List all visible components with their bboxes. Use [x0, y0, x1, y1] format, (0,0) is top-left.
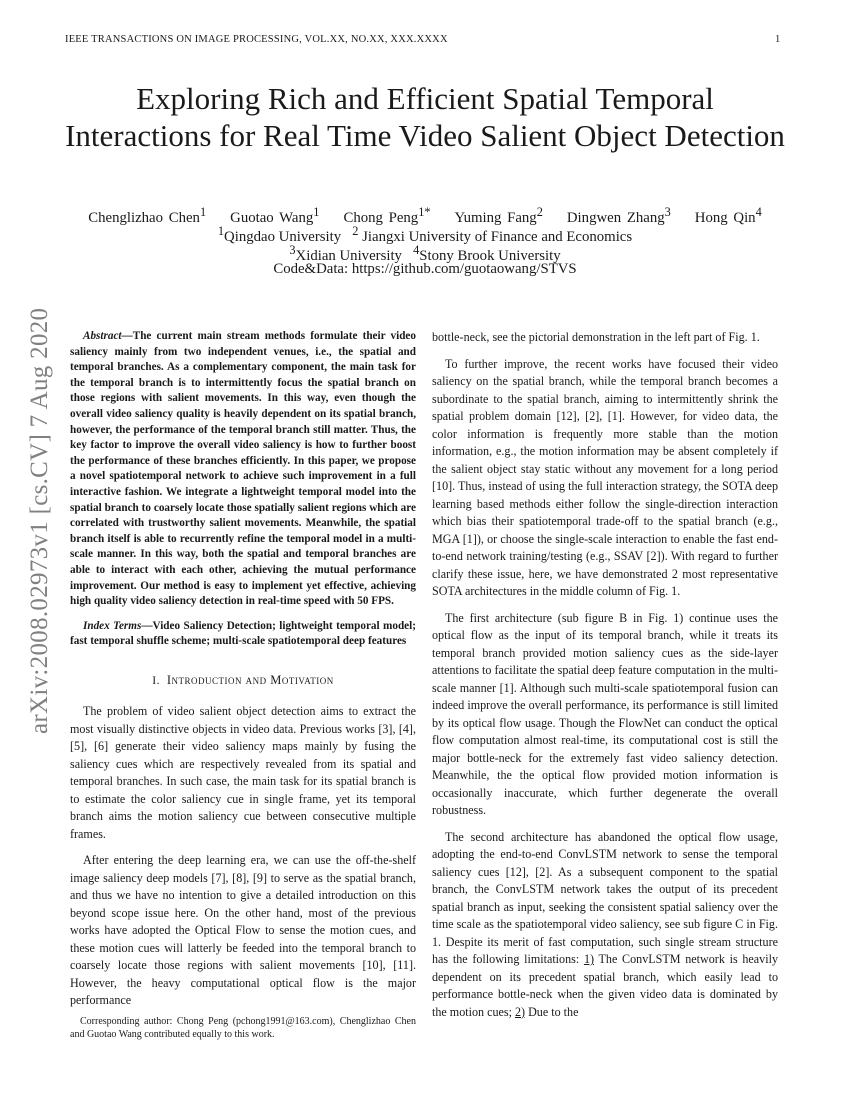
right-column — [432, 329, 778, 1021]
index-terms — [70, 619, 416, 650]
author-name: Dingwen Zhang — [566, 209, 665, 226]
author-name: Chenglizhao Chen — [88, 209, 200, 226]
paragraph-text: Due to the — [525, 1004, 579, 1019]
aff-sup: 4 — [413, 243, 420, 257]
paragraph: After entering the deep learning era, we can use the off-the-shelf image saliency deep models [7], [8], [9] to serve as the spatial branch, and thus we have no intention to give a detailed introduction on this beyond scope issue here. On the other hand, most of the previous works have adopted the Optical Flow to sense the motion cues, and these motion cues will latterly be feeded into the temporal branch to coarsely locate those regions with salient movements [10], [11]. However, the heavy computational optical flow is the major performance — [70, 853, 416, 1008]
author-name: Guotao Wang — [230, 209, 314, 226]
author-sup: 1 — [313, 205, 320, 219]
paragraph: bottle-neck, see the pictorial demonstration in the left part of Fig. 1. — [432, 330, 760, 344]
code-link[interactable]: Code&Data: https://github.com/guotaowang/STVS — [273, 261, 577, 277]
paragraph — [432, 829, 778, 1022]
aff-sup: 1 — [217, 224, 225, 238]
author-name: Hong Qin — [694, 209, 756, 226]
arxiv-stamp: arXiv:2008.02973v1 [cs.CV] 7 Aug 2020 — [26, 307, 53, 734]
section-number: I. — [152, 673, 161, 687]
page-number: 1 — [775, 34, 781, 45]
author-sup: 4 — [755, 205, 762, 219]
affiliation: Qingdao University — [224, 228, 342, 245]
index-terms-text: —Video Saliency Detection; lightweight temporal model; fast temporal shuffle scheme; multi-scale spatiotemporal deep features — [70, 619, 416, 648]
aff-sup: 2 — [352, 224, 359, 238]
list-marker: 1) — [583, 952, 595, 966]
abstract — [70, 329, 416, 610]
paragraph: To further improve, the recent works have focused their video saliency on the spatial branch, while the temporal branch becomes a subordinate to the spatial branch, aiming to intermittently shrink the spatial problem domain [12], [2], [1]. However, for video data, the color information is frequently more stable than the motion information, e.g., the motion information may be absent completely if the salient object stay static without any movement for a long period [10]. Thus, instead of using the full interaction strategy, the SOTA deep learning based methods either follow the single-direction interaction which bias their spatiotemporal trade-off to the spatial branch (e.g., MGA [1]), or choose the single-scale interaction to enable the fast end-to-end network training/testing (e.g., SSAV [2]). With regard to further clarify these issue, here, we have demonstrated 2 most representative SOTA architectures in the middle column of Fig. 1. — [432, 356, 778, 598]
affiliation: Jiangxi University of Finance and Economics — [362, 228, 633, 245]
author-sup: 1 — [199, 205, 207, 219]
author-sup: 1* — [418, 205, 431, 219]
author-sup: 2 — [536, 205, 543, 219]
paragraph: The first architecture (sub figure B in Fig. 1) continue uses the optical flow as the input of its temporal branch, while it treats its temporal branch provided motion saliency cues as the side-layer attentions to facilitate the spatial deep feature computation in the multi-scale manner [1]. Although such multi-scale spatiotemporal fusion can indeed improve the overall performance, its performance is still limited by its optical flow usage. Though the FlowNet can conduct the optical flow computation almost real-time, its computational cost is still the major bottle-neck for the extremely fast video saliency detection. Meanwhile, the the optical flow provided motion information is occasionally inaccurate, which further degenerate the overall robustness. — [432, 610, 778, 817]
affiliation: Xidian University — [295, 247, 402, 264]
left-column — [70, 329, 416, 1010]
paragraph-text: The second architecture has abandoned the optical flow usage, adopting the end-to-end ConvLSTM network to sense the temporal saliency cues [12], [2]. As a subsequent component to the spatial branch, the ConvLSTM network takes the output of its precedent spatial branch as input, seeking the consistent spatial saliency over the time scale as the spatiotemporal video saliency, see sub figure C in Fig. 1. Despite its merit of fast computation, such single stream structure has the following limitations: — [432, 829, 778, 966]
abstract-label: Abstract — [83, 330, 122, 342]
paragraph-text: The ConvLSTM network is heavily dependent on its precedent spatial branch, which easily lead to performance bottle-neck when the given video data is dominated by the motion cues; — [432, 952, 778, 1019]
paragraph: The problem of video salient object detection aims to extract the most visually distinctive objects in video data. Previous works [3], [4], [5], [6] generate their video saliency maps mainly by fusing the saliency cues which are respectively revealed from its spatial and temporal branches. In such case, the main task for its spatial branch is to estimate the color saliency cue in single frame, yet its temporal branch aims the motion saliency cue between consecutive multiple frames. — [70, 704, 416, 841]
running-header: IEEE TRANSACTIONS ON IMAGE PROCESSING, VOL.XX, NO.XX, XXX.XXXX — [65, 34, 448, 45]
footnote — [70, 1015, 416, 1041]
author-name: Chong Peng — [343, 209, 419, 226]
index-terms-label: Index Terms — [83, 619, 142, 632]
section-heading — [70, 672, 416, 690]
section-title: Introduction and Motivation — [166, 672, 334, 687]
aff-sup: 3 — [289, 243, 296, 257]
author-sup: 3 — [664, 205, 671, 219]
list-marker: 2) — [514, 1004, 526, 1019]
paper-title: Exploring Rich and Efficient Spatial Temporal Interactions for Real Time Video Salient Object Detection — [65, 81, 785, 153]
footnote-text: Corresponding author: Chong Peng (pchong1991@163.com), Chenglizhao Chen and Guotao Wang contributed equally to this work. — [70, 1016, 416, 1040]
abstract-text: —The current main stream methods formulate their video saliency mainly from two independent venues, i.e., the spatial and temporal branches. As a complementary component, the main task for the temporal branch is to intermittently focus the spatial branch on those regions with salient movements. In this way, even though the overall video saliency quality is heavily dependent on its spatial branch, however, the performance of the temporal branch still matter. Thus, the key factor to improve the overall video saliency is how to further boost the performance of these branches efficiently. In this paper, we propose a novel spatiotemporal network to achieve such improvement in a full interactive fashion. We integrate a lightweight temporal model into the spatial branch to coarsely locate those spatially salient regions which are correlated with trustworthy salient movements. Meanwhile, the spatial branch itself is able to recurrently refine the temporal model in a multi-scale manner. In this way, both the spatial and temporal branches are able to interact with each other, achieving the mutual performance improvement. Our method is easy to implement yet effective, achieving high quality video saliency detection in real-time speed with 50 FPS. — [70, 330, 416, 608]
affiliation: Stony Brook University — [419, 247, 561, 264]
author-name: Yuming Fang — [454, 209, 537, 226]
